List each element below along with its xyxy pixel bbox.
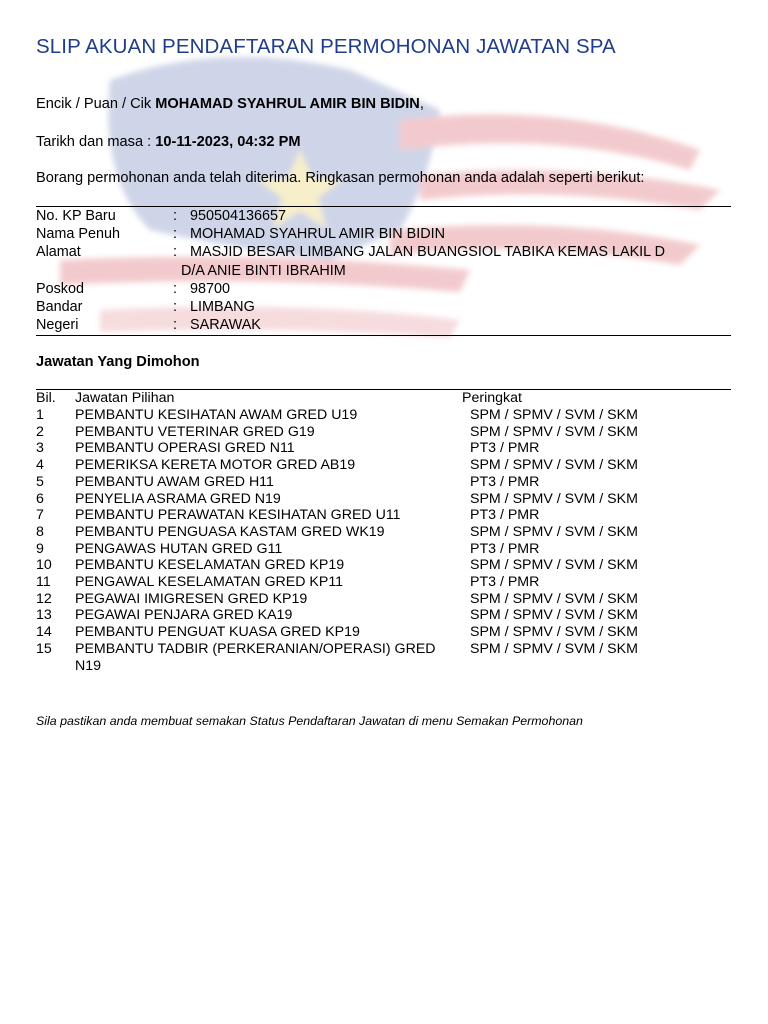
address-label: Alamat (36, 244, 81, 261)
row-jawatan: PEMBANTU PENGUAT KUASA GRED KP19 (75, 624, 360, 641)
row-bil: 4 (36, 457, 44, 474)
address-line2: D/A ANIE BINTI IBRAHIM (181, 262, 346, 279)
table-row (36, 524, 736, 541)
info-row-city (36, 298, 736, 316)
row-bil: 15 (36, 640, 52, 657)
table-row (36, 591, 736, 608)
colon: : (173, 226, 177, 243)
info-row-postcode (36, 280, 736, 298)
applicant-name-greeting: MOHAMAD SYAHRUL AMIR BIN BIDIN (155, 96, 420, 112)
jobs-table (36, 390, 736, 674)
address-line1: MASJID BESAR LIMBANG JALAN BUANGSIOL TABIKA KEMAS LAKIL D (190, 244, 666, 261)
row-bil: 8 (36, 523, 44, 540)
name-label: Nama Penuh (36, 226, 120, 243)
datetime-value: 10-11-2023, 04:32 PM (155, 134, 301, 150)
name-value: MOHAMAD SYAHRUL AMIR BIN BIDIN (190, 226, 446, 243)
row-jawatan: PEMBANTU PENGUASA KASTAM GRED WK19 (75, 523, 385, 540)
row-bil: 5 (36, 473, 44, 490)
colon: : (173, 299, 177, 316)
postcode-value: 98700 (190, 280, 231, 297)
section-title: Jawatan Yang Dimohon (36, 354, 200, 370)
city-label: Bandar (36, 299, 83, 316)
row-bil: 14 (36, 624, 52, 641)
row-peringkat: SPM / SPMV / SVM / SKM (470, 457, 638, 474)
greeting-prefix: Encik / Puan / Cik (36, 96, 156, 112)
divider (36, 335, 731, 336)
table-row (36, 457, 736, 474)
row-jawatan: PEMBANTU VETERINAR GRED G19 (75, 423, 315, 440)
postcode-label: Poskod (36, 280, 84, 297)
jobs-header (36, 390, 736, 407)
footnote: Sila pastikan anda membuat semakan Status Pendaftaran Jawatan di menu Semakan Permohonan (36, 714, 583, 728)
row-peringkat: SPM / SPMV / SVM / SKM (470, 557, 638, 574)
row-jawatan: PENGAWAS HUTAN GRED G11 (75, 540, 283, 557)
row-jawatan: PEMBANTU KESIHATAN AWAM GRED U19 (75, 407, 358, 423)
state-label: Negeri (36, 317, 79, 334)
header-jawatan: Jawatan Pilihan (75, 390, 175, 406)
info-row-state (36, 316, 736, 334)
row-jawatan: PEMBANTU OPERASI GRED N11 (75, 440, 295, 457)
table-row (36, 624, 736, 641)
row-jawatan: PEGAWAI PENJARA GRED KA19 (75, 607, 293, 624)
info-row-ic (36, 207, 736, 225)
row-peringkat: PT3 / PMR (470, 540, 540, 557)
row-jawatan: PENYELIA ASRAMA GRED N19 (75, 490, 281, 507)
table-row (36, 541, 736, 558)
greeting-suffix: , (419, 96, 424, 112)
row-jawatan: PEMBANTU KESELAMATAN GRED KP19 (75, 557, 345, 574)
row-bil: 2 (36, 423, 44, 440)
table-row (36, 607, 736, 624)
ic-label: No. KP Baru (36, 208, 116, 224)
row-jawatan: PEGAWAI IMIGRESEN GRED KP19 (75, 590, 308, 607)
datetime-line (36, 134, 300, 150)
row-bil: 11 (36, 574, 51, 591)
colon: : (173, 244, 177, 261)
table-row (36, 440, 736, 457)
greeting-line (36, 96, 424, 112)
colon: : (173, 280, 177, 297)
colon: : (173, 208, 177, 224)
ic-value: 950504136657 (190, 208, 287, 224)
table-row (36, 407, 736, 424)
row-bil: 10 (36, 557, 52, 574)
row-jawatan: PENGAWAL KESELAMATAN GRED KP11 (75, 574, 344, 591)
table-row (36, 491, 736, 508)
row-peringkat: PT3 / PMR (470, 473, 540, 490)
row-jawatan: PEMBANTU TADBIR (PERKERANIAN/OPERASI) GRED N19 (75, 640, 436, 674)
header-peringkat: Peringkat (462, 390, 522, 406)
row-bil: 3 (36, 440, 44, 457)
table-row (36, 641, 736, 674)
row-bil: 13 (36, 607, 52, 624)
row-bil: 1 (36, 407, 44, 423)
row-peringkat: PT3 / PMR (470, 440, 540, 457)
row-jawatan: PEMBANTU AWAM GRED H11 (75, 473, 274, 490)
row-peringkat: SPM / SPMV / SVM / SKM (470, 590, 638, 607)
row-peringkat: SPM / SPMV / SVM / SKM (470, 490, 638, 507)
table-row (36, 574, 736, 591)
applicant-info (36, 207, 736, 334)
info-row-address (36, 243, 736, 261)
row-jawatan: PEMBANTU PERAWATAN KESIHATAN GRED U11 (75, 507, 401, 524)
slip-title: SLIP AKUAN PENDAFTARAN PERMOHONAN JAWATAN SPA (36, 35, 616, 58)
table-row (36, 424, 736, 441)
row-bil: 6 (36, 490, 44, 507)
row-peringkat: SPM / SPMV / SVM / SKM (470, 640, 638, 657)
state-value: SARAWAK (190, 317, 261, 334)
row-bil: 9 (36, 540, 44, 557)
row-peringkat: PT3 / PMR (470, 507, 540, 524)
table-row (36, 474, 736, 491)
colon: : (173, 317, 177, 334)
row-peringkat: SPM / SPMV / SVM / SKM (470, 407, 638, 423)
info-row-name (36, 225, 736, 243)
row-peringkat: SPM / SPMV / SVM / SKM (470, 523, 638, 540)
header-bil: Bil. (36, 390, 56, 406)
job-rows (36, 407, 736, 674)
row-bil: 12 (36, 590, 52, 607)
intro-text: Borang permohonan anda telah diterima. Ringkasan permohonan anda adalah seperti berikut: (36, 170, 645, 186)
table-row (36, 507, 736, 524)
row-peringkat: SPM / SPMV / SVM / SKM (470, 423, 638, 440)
city-value: LIMBANG (190, 299, 255, 316)
row-peringkat: SPM / SPMV / SVM / SKM (470, 624, 638, 641)
datetime-label: Tarikh dan masa : (36, 134, 156, 150)
row-peringkat: PT3 / PMR (470, 574, 540, 591)
row-bil: 7 (36, 507, 44, 524)
row-jawatan: PEMERIKSA KERETA MOTOR GRED AB19 (75, 457, 356, 474)
row-peringkat: SPM / SPMV / SVM / SKM (470, 607, 638, 624)
table-row (36, 557, 736, 574)
